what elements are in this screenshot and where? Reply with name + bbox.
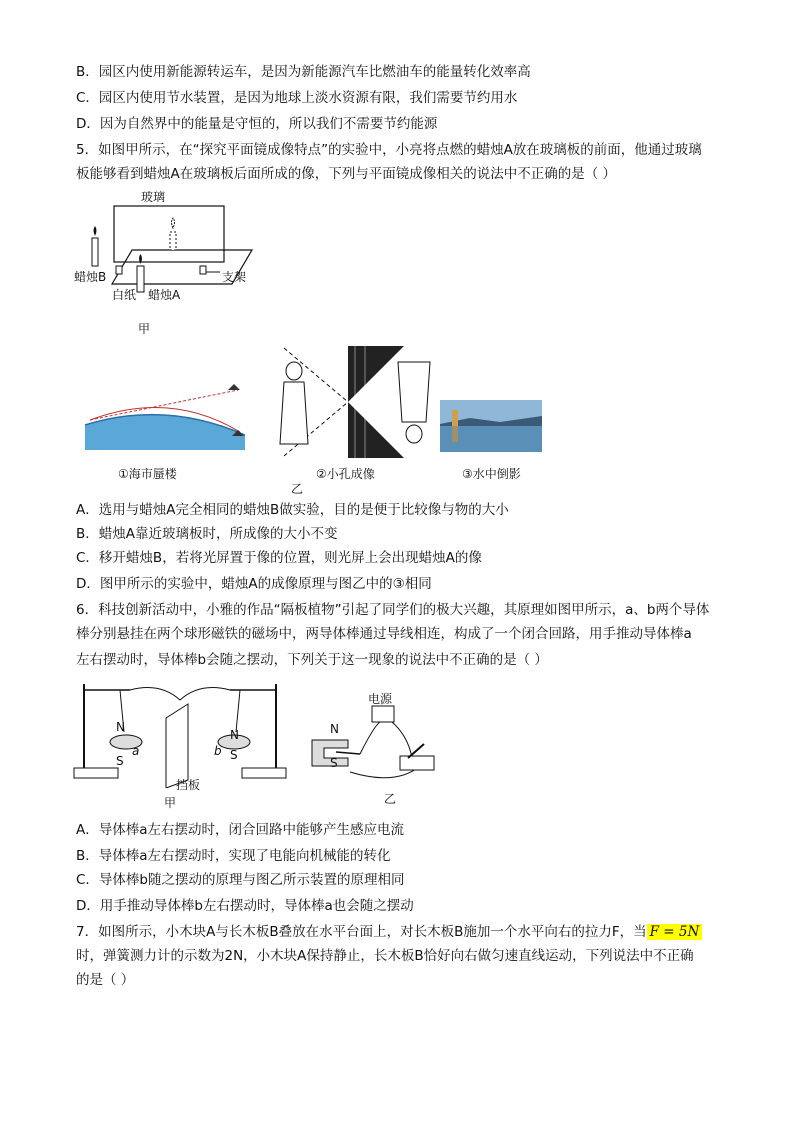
q6-jia-a: a [132,744,140,758]
q7-stem-line2: 时，弹簧测力计的示数为2N，小木块A保持静止，长木板B恰好向右做匀速直线运动，下列说法中不正确 [76,948,694,964]
q5-option-a: A．选用与蜡烛A完全相同的蜡烛B做实验，目的是便于比较像与物的大小 [76,502,509,518]
q5-panel-2-label: ②小孔成像 [316,467,375,481]
q6-jia-s2: S [230,748,238,762]
q6-jia-n1: N [116,720,125,734]
q5-stem-line2: 板能够看到蜡烛A在玻璃板后面所成的像，下列与平面镜成像相关的说法中不正确的是（ ） [76,166,617,182]
q5-label-white-paper: 白纸 [112,288,137,302]
q5-figure-reflection [440,400,542,452]
q5-option-b: B．蜡烛A靠近玻璃板时，所成像的大小不变 [76,526,338,542]
q6-figure-yi [296,696,446,788]
q4-option-b: B．园区内使用新能源转运车，是因为新能源汽车比燃油车的能量转化效率高 [76,64,531,80]
q6-jia-board: 挡板 [176,778,201,792]
q5-label-glass: 玻璃 [141,190,166,204]
q5-label-stand: 支架 [222,270,247,284]
q5-label-candle-a: 蜡烛A [148,288,181,302]
q7-stem-line3: 的是（ ） [76,972,135,988]
q6-jia-s1: S [116,754,124,768]
q6-stem-line3: 左右摆动时，导体棒b会随之摆动，下列关于这一现象的说法中不正确的是（ ） [76,652,548,668]
q7-force-highlight: F = 5N [647,924,703,940]
q5-panel-3-label: ③水中倒影 [462,467,521,481]
q5-figure-pinhole [264,346,440,458]
q5-stem-line1: 5．如图甲所示，在“探究平面镜成像特点”的实验中，小亮将点燃的蜡烛A放在玻璃板的前面，他通过玻璃 [76,142,702,158]
q6-yi-s: S [330,756,338,770]
q6-option-a: A．导体棒a左右摆动时，闭合回路中能够产生感应电流 [76,822,405,838]
q6-caption-yi: 乙 [384,792,397,806]
q6-jia-n2: N [230,728,239,742]
q7-stem-line1 [76,922,702,942]
q6-stem-line1: 6．科技创新活动中，小雅的作品“隔板植物”引起了同学们的极大兴趣，其原理如图甲所示，a、b两个导体 [76,602,710,618]
q5-figure-mirage [80,380,250,455]
q6-option-c: C．导体棒b随之摆动的原理与图乙所示装置的原理相同 [76,872,405,888]
q6-stem-line2: 棒分别悬挂在两个球形磁铁的磁场中，两导体棒通过导线相连，构成了一个闭合回路，用手推动导体棒a [76,626,692,642]
q7-stem-text: 7．如图所示，小木块A与长木板B叠放在水平台面上，对长木板B施加一个水平向右的拉力F，当 [76,924,647,940]
q5-option-d: D．图甲所示的实验中，蜡烛A的成像原理与图乙中的③相同 [76,576,432,592]
q4-option-c: C．园区内使用节水装置，是因为地球上淡水资源有限，我们需要节约用水 [76,90,518,106]
q5-option-c: C．移开蜡烛B，若将光屏置于像的位置，则光屏上会出现蜡烛A的像 [76,550,482,566]
q5-caption-jia: 甲 [138,322,151,336]
q4-option-d: D．因为自然界中的能量是守恒的，所以我们不需要节约能源 [76,116,438,132]
q6-option-d: D．用手推动导体棒b左右摆动时，导体棒a也会随之摆动 [76,898,414,914]
q6-caption-jia: 甲 [164,796,177,810]
q5-caption-yi: 乙 [291,482,304,496]
q5-panel-1-label: ①海市蜃楼 [118,467,177,481]
q6-option-b: B．导体棒a左右摆动时，实现了电能向机械能的转化 [76,848,391,864]
q6-yi-power: 电源 [368,692,393,706]
q6-figure-jia [70,676,290,788]
q6-jia-b: b [214,744,222,758]
q6-yi-n: N [330,722,339,736]
q5-figure-jia [72,186,272,336]
q5-label-candle-b: 蜡烛B [74,270,107,284]
